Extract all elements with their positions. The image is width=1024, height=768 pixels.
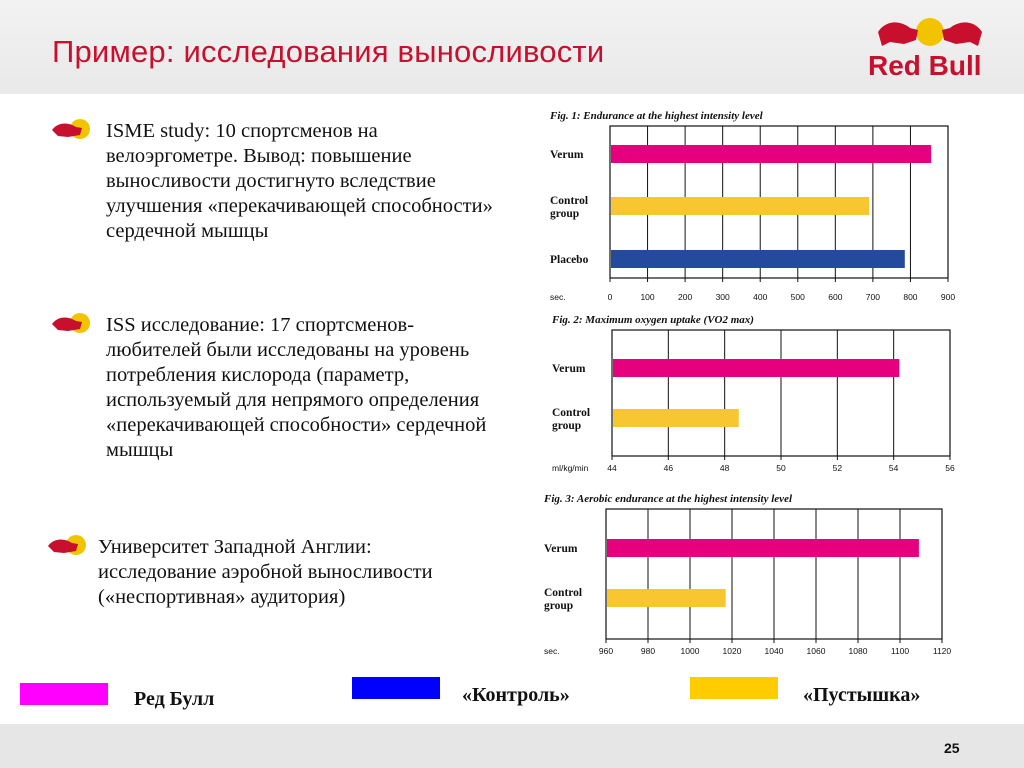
category-label: group xyxy=(552,420,582,432)
bullet-uwe: Университет Западной Англии: исследование аэробной выносливости («неспортивная» аудитория) xyxy=(98,536,433,608)
bull-icon xyxy=(50,312,92,334)
tick-label: 400 xyxy=(753,292,768,302)
axis-unit-label: sec. xyxy=(544,646,560,656)
legend-label-placebo: «Пустышка» xyxy=(803,684,921,706)
tick-label: 100 xyxy=(640,292,655,302)
legend-swatch-control xyxy=(352,677,440,699)
tick-label: 600 xyxy=(828,292,843,302)
category-label: Control xyxy=(550,195,589,207)
charts-svg xyxy=(532,98,964,668)
category-label: Verum xyxy=(550,149,584,161)
chart-bar xyxy=(611,250,905,268)
tick-label: 1020 xyxy=(722,646,742,656)
legend-label-redbull: Ред Булл xyxy=(134,688,215,710)
category-label: Verum xyxy=(552,363,586,375)
category-label: Placebo xyxy=(550,254,589,266)
chart-bar xyxy=(607,589,726,607)
tick-label: 300 xyxy=(715,292,730,302)
tick-label: 1040 xyxy=(764,646,784,656)
category-label: Verum xyxy=(544,543,578,555)
chart-bar xyxy=(613,359,899,377)
chart-bar xyxy=(613,409,739,427)
chart-bar xyxy=(611,145,931,163)
bullet-isme: ISME study: 10 спортсменов на велоэргометре. Вывод: повышение выносливости достигнуто вследствие улучшения «перекачивающей способности» сердечной мышцы xyxy=(106,120,493,242)
tick-label: 46 xyxy=(663,463,674,473)
page-title: Пример: исследования выносливости xyxy=(52,34,605,69)
logo-sun xyxy=(916,18,944,46)
tick-label: 700 xyxy=(865,292,880,302)
tick-label: 0 xyxy=(607,292,613,302)
category-label: Control xyxy=(544,587,583,599)
tick-label: 900 xyxy=(940,292,956,302)
category-label: group xyxy=(550,208,580,220)
tick-label: 48 xyxy=(719,463,730,473)
tick-label: 52 xyxy=(832,463,843,473)
tick-label: 50 xyxy=(776,463,786,473)
bull-icon xyxy=(50,118,92,140)
tick-label: 1080 xyxy=(848,646,868,656)
tick-label: 1060 xyxy=(806,646,826,656)
tick-label: 1000 xyxy=(680,646,700,656)
tick-label: 960 xyxy=(598,646,614,656)
bull-icon xyxy=(46,534,88,556)
tick-label: 980 xyxy=(640,646,656,656)
category-label: Control xyxy=(552,407,591,419)
footer-band xyxy=(0,724,1024,768)
logo-bull-right xyxy=(942,22,982,46)
tick-label: 1120 xyxy=(932,646,952,656)
charts-panel xyxy=(532,98,964,668)
axis-unit-label: ml/kg/min xyxy=(552,463,589,473)
category-label: group xyxy=(544,600,574,612)
chart-bar xyxy=(607,539,919,557)
bullet-iss: ISS исследование: 17 спортсменов-любителей были исследованы на уровень потребления кислорода (параметр, используемый для непрямого определения «перекачивающей способности» сердечной мышцы xyxy=(106,314,487,461)
chart-bar xyxy=(611,197,869,215)
tick-label: 1100 xyxy=(890,646,910,656)
tick-label: 44 xyxy=(607,463,617,473)
chart-title: Fig. 2: Maximum oxygen uptake (VO2 max) xyxy=(552,314,754,326)
logo-text: Red Bull xyxy=(868,50,982,81)
tick-label: 56 xyxy=(945,463,955,473)
page-number: 25 xyxy=(944,740,960,756)
chart-title: Fig. 3: Aerobic endurance at the highest intensity level xyxy=(544,493,793,505)
tick-label: 54 xyxy=(888,463,899,473)
legend-label-control: «Контроль» xyxy=(462,684,570,706)
tick-label: 500 xyxy=(790,292,805,302)
chart-title: Fig. 1: Endurance at the highest intensity level xyxy=(550,110,763,122)
tick-label: 200 xyxy=(678,292,693,302)
legend-swatch-placebo xyxy=(690,677,778,699)
axis-unit-label: sec. xyxy=(550,292,566,302)
tick-label: 800 xyxy=(903,292,918,302)
legend-swatch-redbull xyxy=(20,683,108,705)
logo-bull-left xyxy=(878,22,918,46)
